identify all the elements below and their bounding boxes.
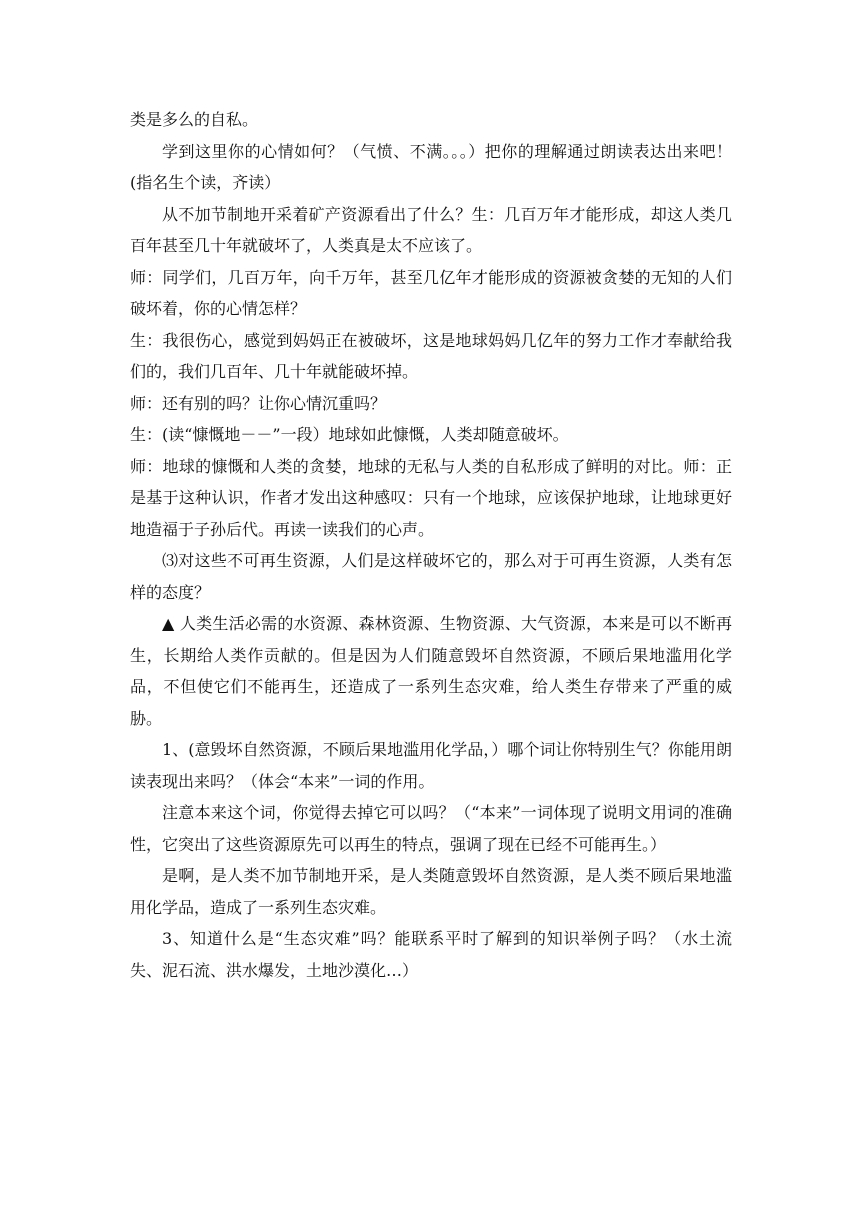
document-body bbox=[130, 104, 732, 986]
paragraph-8: 师：地球的慷慨和人类的贪婪，地球的无私与人类的自私形成了鲜明的对比。师：正是基于这种认识，作者才发出这种感叹：只有一个地球，应该保护地球，让地球更好地造福于子孙后代。再读一读我们的心声。 bbox=[130, 456, 732, 539]
paragraph-4: 师：同学们，几百万年，向千万年，甚至几亿年才能形成的资源被贪婪的无知的人们破坏着，你的心情怎样？ bbox=[130, 267, 732, 318]
paragraph-14: 3、知道什么是“生态灾难”吗？能联系平时了解到的知识举例子吗？（水土流失、泥石流、洪水爆发，土地沙漠化…） bbox=[130, 929, 732, 980]
paragraph-6: 师：还有别的吗？让你心情沉重吗？ bbox=[130, 393, 387, 413]
paragraph-3: 从不加节制地开采着矿产资源看出了什么？生：几百万年才能形成，却这人类几百年甚至几十年就破坏了，人类真是太不应该了。 bbox=[130, 204, 732, 255]
paragraph-13: 是啊，是人类不加节制地开采，是人类随意毁坏自然资源，是人类不顾后果地滥用化学品，造成了一系列生态灾难。 bbox=[130, 866, 732, 917]
paragraph-11: 1、(意毁坏自然资源，不顾后果地滥用化学品，）哪个词让你特别生气？你能用朗读表现出来吗？（体会“本来”一词的作用。 bbox=[130, 740, 732, 791]
paragraph-9: ⑶对这些不可再生资源，人们是这样破坏它的，那么对于可再生资源，人类有怎样的态度？ bbox=[130, 551, 732, 602]
paragraph-2: 学到这里你的心情如何？（气愤、不满。。。）把你的理解通过朗读表达出来吧！(指名生个读，齐读） bbox=[130, 141, 732, 192]
paragraph-12: 注意本来这个词，你觉得去掉它可以吗？（“本来”一词体现了说明文用词的准确性，它突出了这些资源原先可以再生的特点，强调了现在已经不可能再生。） bbox=[130, 803, 732, 854]
paragraph-7: 生：(读“慷慨地－－”一段）地球如此慷慨，人类却随意破坏。 bbox=[130, 425, 569, 444]
paragraph-1: 类是多么的自私。 bbox=[130, 110, 259, 129]
paragraph-10: ▲ 人类生活必需的水资源、森林资源、生物资源、大气资源，本来是可以不断再生，长期给人类作贡献的。但是因为人们随意毁坏自然资源，不顾后果地滥用化学品，不但使它们不能再生，还造成了一系列生态灾难，给人类生存带来了严重的威胁。 bbox=[130, 614, 732, 728]
paragraph-5: 生：我很伤心，感觉到妈妈正在被破坏，这是地球妈妈几亿年的努力工作才奉献给我们的，我们几百年、几十年就能破坏掉。 bbox=[130, 330, 732, 381]
